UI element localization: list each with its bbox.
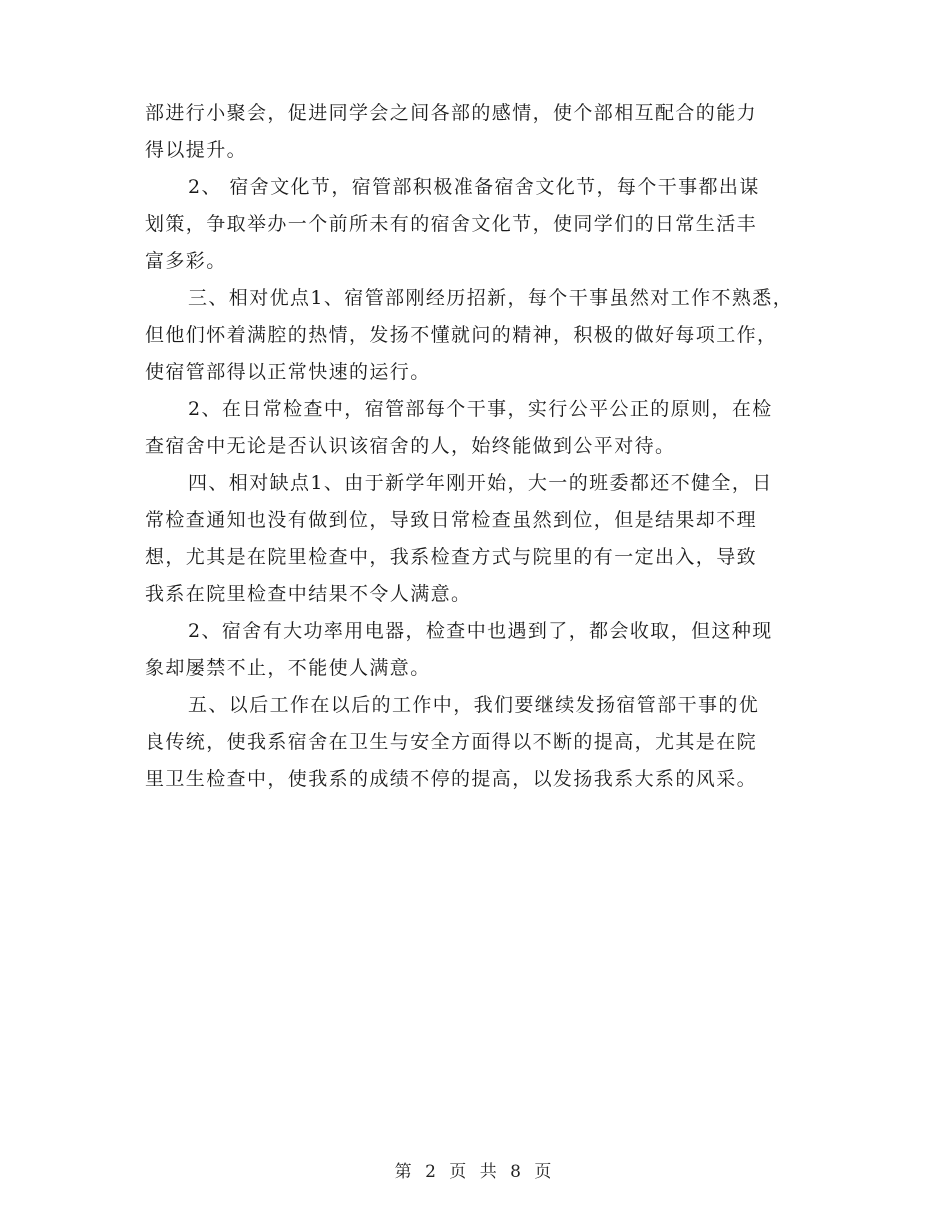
text-line: 常检查通知也没有做到位，导致日常检查虽然到位，但是结果却不理 — [145, 509, 758, 531]
page-number-footer: 第 2 页 共 8 页 — [394, 1162, 556, 1182]
text-line: 查宿舍中无论是否认识该宿舍的人，始终能做到公平对待。 — [145, 435, 676, 457]
text-line: 2、宿舍有大功率用电器，检查中也遇到了，都会收取，但这种现 — [188, 620, 773, 642]
text-line: 想，尤其是在院里检查中，我系检查方式与院里的有一定出入，导致 — [145, 546, 758, 568]
text-line: 里卫生检查中，使我系的成绩不停的提高，以发扬我系大系的风采。 — [145, 768, 758, 790]
text-line: 得以提升。 — [145, 139, 248, 161]
text-line: 我系在院里检查中结果不令人满意。 — [145, 583, 472, 605]
text-line: 良传统，使我系宿舍在卫生与安全方面得以不断的提高，尤其是在院 — [145, 731, 758, 753]
text-line: 使宿管部得以正常快速的运行。 — [145, 361, 431, 383]
text-line: 四、相对缺点1、由于新学年刚开始，大一的班委都还不健全，日 — [188, 472, 773, 494]
text-line: 2、在日常检查中，宿管部每个干事，实行公平公正的原则，在检 — [188, 398, 773, 420]
text-line: 2、 宿舍文化节，宿管部积极准备宿舍文化节，每个干事都出谋 — [188, 176, 760, 198]
text-line: 划策，争取举办一个前所未有的宿舍文化节，使同学们的日常生活丰 — [145, 213, 758, 235]
text-line: 但他们怀着满腔的热情，发扬不懂就问的精神，积极的做好每项工作， — [145, 324, 778, 346]
text-line: 部进行小聚会，促进同学会之间各部的感情，使个部相互配合的能力 — [145, 102, 758, 124]
text-line: 三、相对优点1、宿管部刚经历招新，每个干事虽然对工作不熟悉， — [188, 287, 794, 309]
text-line: 象却屡禁不止，不能使人满意。 — [145, 657, 431, 679]
text-line: 富多彩。 — [145, 250, 227, 272]
document-body — [145, 104, 810, 807]
text-line: 五、以后工作在以后的工作中，我们要继续发扬宿管部干事的优 — [188, 694, 760, 716]
